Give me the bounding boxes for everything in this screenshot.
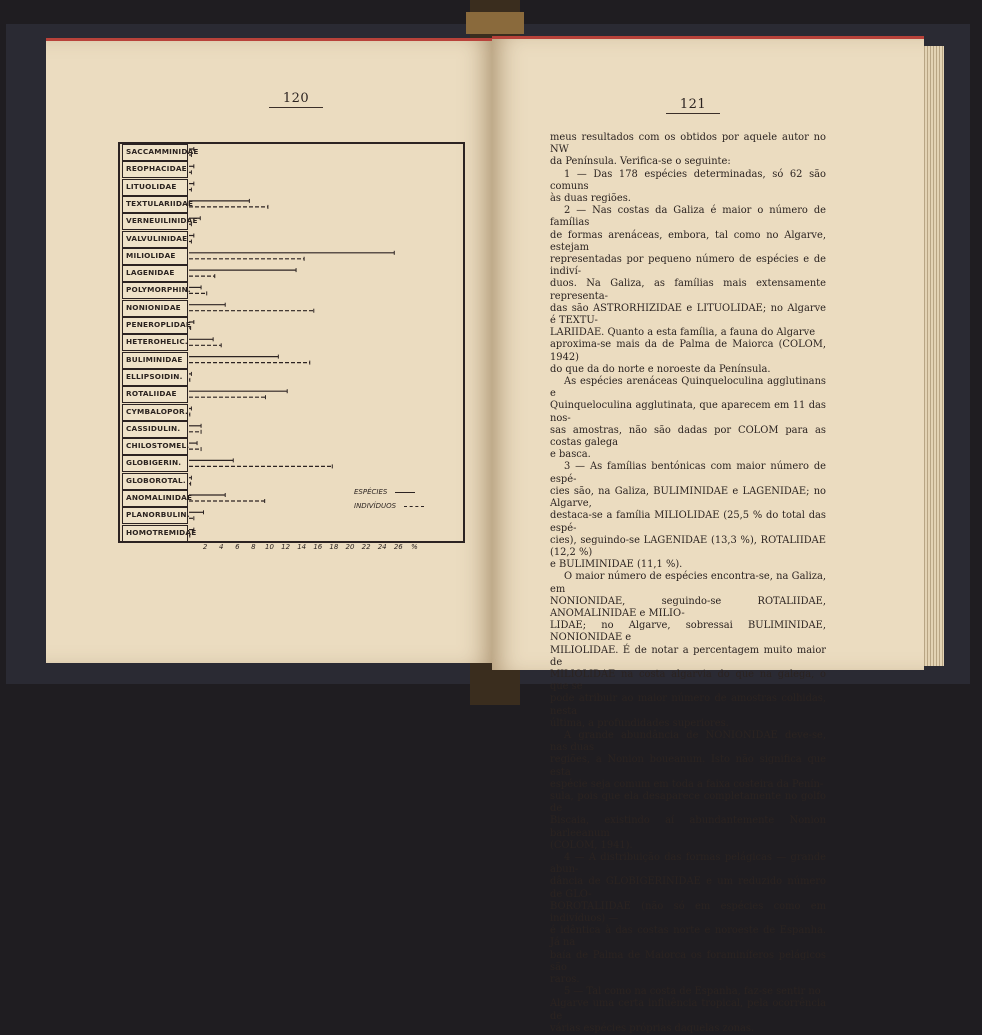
x-tick-label: 2: [202, 543, 208, 551]
legend-individuals-swatch: [404, 506, 424, 507]
category-label: PLANORBULIN.: [122, 507, 188, 524]
legend-species-label: ESPÉCIES: [354, 488, 388, 496]
x-tick-label: 20: [345, 543, 355, 551]
page-edges: [922, 46, 944, 666]
x-tick-label: %: [411, 543, 418, 551]
text-paragraph: 2 — Nas costas da Galiza é maior o número de famílias de formas arenáceas, embora, tal como no Algarve, estejam representadas por pequeno número de espécies e de indiví- duos. Na Galiza, as famílias mais extensamente representa- das são ASTRORHIZIDAE e LITUOLIDAE; no Algarve é TEXTU- LARIIDAE. Quanto a esta família, a fauna do Algarve aproxima-se mais da de Palma de Maiorca (COLOM, 1942) do que da do norte e noroeste da Península.: [550, 205, 826, 375]
x-tick-label: 6: [235, 543, 240, 551]
legend-species: [354, 488, 415, 496]
category-label: TEXTULARIIDAE: [122, 196, 188, 213]
category-label: REOPHACIDAE: [122, 161, 188, 178]
category-label: HOMOTREMIDAE: [122, 525, 188, 542]
category-label: VERNEUILINIDAE: [122, 213, 188, 230]
x-tick-label: 10: [265, 543, 274, 551]
x-tick-label: 14: [297, 543, 307, 551]
legend-species-swatch: [395, 492, 415, 493]
text-paragraph: O maior número de espécies encontra-se, na Galiza, em NONIONIDAE, seguindo-se ROTALIIDAE, ANOMALINIDAE e MILIO- LIDAE; no Algarve, sobressai BULIMINIDAE, NONIONIDAE e MILIOLIDAE. É de notar a percentagem muito maior de MILIOLIDAE na costa algarvia do que na galega, o que se pode atribuir ao maior número de amostras colhidas, nesta última, a profundidades superiores.: [550, 571, 826, 729]
legend-individuals-label: INDIVÍDUOS: [354, 502, 397, 510]
category-label: CHILOSTOMEL.: [122, 438, 188, 455]
category-label: PENEROPLIDAE: [122, 317, 188, 334]
category-label: GLOBOROTAL.: [122, 473, 188, 490]
category-label: HETEROHELIC.: [122, 334, 188, 351]
right-page-number: 121: [666, 97, 720, 114]
x-tick-label: 22: [361, 543, 371, 551]
body-text: [550, 132, 826, 1035]
category-label: BULIMINIDAE: [122, 352, 188, 369]
category-label: MILIOLIDAE: [122, 248, 188, 265]
x-tick-label: 26: [393, 543, 403, 551]
x-tick-label: 24: [377, 543, 387, 551]
spine-headband: [466, 12, 524, 34]
x-tick-label: 18: [329, 543, 339, 551]
category-label: CYMBALOPOR.: [122, 404, 188, 421]
text-paragraph: 4 — A distribuição das formas pelágicas — grande abun- dância de GLOBIGERINIDAE e um reduzido número de GLO- BOROTALIIDAE (não só em espécies como em indivíduos) — é idêntica à das costas norte e noroeste de Espanha. Já na baía de Palma de Maiorca os foraminíferos pelágicos são raros.: [550, 851, 826, 986]
category-label: ROTALIIDAE: [122, 386, 188, 403]
category-label: ANOMALINIDAE: [122, 490, 188, 507]
text-paragraph: A grande abundância de NONIONIDAE deve-se, nas duas regiões, a Nonion boueanum. Isto não significa que esta espécie seja comum em toda a faixa costeira da Penín- sula, pois que ela desaparece completamente no golfo de Biscaia, existindo aí abundantemente Nonion barleeanum (COLOM, 1941).: [550, 729, 826, 851]
text-paragraph: 3 — As famílias bentónicas com maior número de espé- cies são, na Galiza, BULIMINIDAE e LAGENIDAE; no Algarve, destaca-se a família MILIOLIDAE (25,5 % do total das espé- cies), seguindo-se LAGENIDAE (13,3 %), ROTALIIDAE (12,2 %) e BULIMINIDAE (11,1 %).: [550, 461, 826, 571]
category-label: LAGENIDAE: [122, 265, 188, 282]
category-label: LITUOLIDAE: [122, 179, 188, 196]
x-tick-label: 12: [281, 543, 291, 551]
category-label: POLYMORPHIN.: [122, 282, 188, 299]
category-label: CASSIDULIN.: [122, 421, 188, 438]
left-page-number: 120: [269, 91, 323, 108]
category-label: SACCAMMINIDAE: [122, 144, 188, 161]
text-paragraph: 5 — Tal como na costa de Espanha, faz-se sentir no Algarve uma certa influência tropical, pela ocorrência de várias espécies próprias daquelas zonas.: [550, 986, 826, 1034]
category-label: NONIONIDAE: [122, 300, 188, 317]
text-paragraph: meus resultados com os obtidos por aquele autor no NW da Península. Verifica-se o seguinte:: [550, 132, 826, 168]
x-tick-label: 8: [251, 543, 256, 551]
x-tick-label: 16: [313, 543, 323, 551]
legend-individuals: [354, 502, 424, 510]
category-label: VALVULINIDAE: [122, 231, 188, 248]
text-paragraph: 1 — Das 178 espécies determinadas, só 62 são comuns às duas regiões.: [550, 168, 826, 205]
category-label: ELLIPSOIDIN.: [122, 369, 188, 386]
text-paragraph: As espécies arenáceas Quinqueloculina agglutinans e Quinqueloculina agglutinata, que aparecem em 11 das nos- sas amostras, não são dadas por COLOM para as costas galega e basca.: [550, 376, 826, 461]
category-label: GLOBIGERIN.: [122, 455, 188, 472]
x-tick-label: 4: [218, 543, 224, 551]
